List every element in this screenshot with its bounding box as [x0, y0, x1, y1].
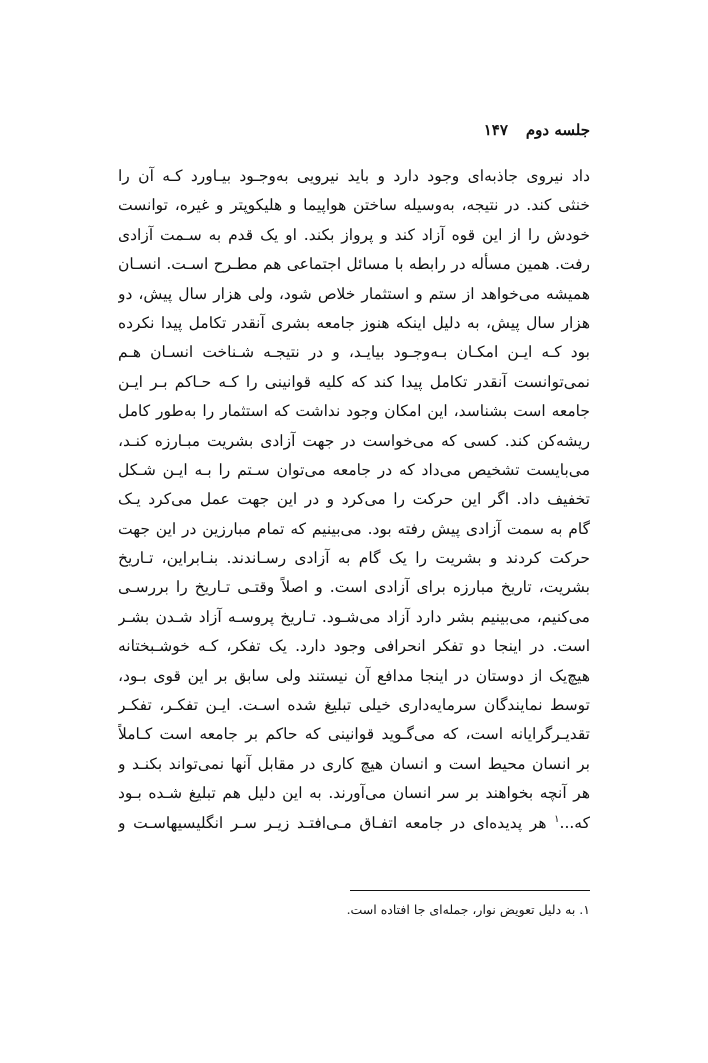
text-line: گام به سمت آزادی پیش رفته بود. می‌بینیم که تمام مبارزین در این جهت [118, 519, 590, 538]
footnote-reference[interactable]: ۱ [554, 813, 560, 825]
text-line-with-footnote [118, 809, 590, 838]
line-remainder: هر پدیده‌ای در جامعه اتفـاق مـی‌افتـد زیـر سـر انگلیسیهاسـت و [118, 813, 547, 832]
text-line: می‌بایست تشخیص می‌داد که در جامعه می‌توان سـتم را بـه ایـن شـکل [118, 460, 590, 479]
text-line: تخفیف داد. اگر این حرکت را می‌کرد و در این جهت عمل می‌کرد یـک [118, 490, 590, 509]
text-line: حرکت کردند و بشریت را یک گام به آزادی رسـاندند. بنـابراین، تـاریخ [118, 549, 590, 568]
text-line: خودش را از این قوه آزاد کند و پرواز بکند. او یک قدم به سـمت آزادی [118, 225, 590, 244]
body-text [118, 162, 590, 838]
text-line: بر انسان محیط است و انسان هیچ کاری در مقابل آنها نمی‌تواند بکنـد و [118, 754, 590, 773]
text-line: می‌کنیم، می‌بینیم بشر دارد آزاد می‌شـود. تـاریخ پروسـه آزاد شـدن بشـر [118, 607, 590, 626]
footnote: ۱. به دلیل تعویض نوار، جمله‌ای جا افتاده است. [346, 902, 590, 917]
text-line: هزار سال پیش، به دلیل اینکه هنوز جامعه بشری آنقدر تکامل پیدا نکرده [118, 313, 590, 332]
text-line: بشریت، تاریخ مبارزه برای آزادی است. و اصلاً وقتـی تـاریخ را بررسـی [118, 578, 590, 597]
text-line: جامعه است بشناسد، این امکان وجود نداشت که استثمار را به‌طور کامل [118, 402, 590, 421]
section-title: جلسه دوم [525, 121, 590, 139]
line-prefix: که... [559, 813, 590, 832]
text-line: ریشه‌کن کند. کسی که می‌خواست در جهت آزادی بشریت مبـارزه کنـد، [118, 431, 590, 450]
text-line: داد نیروی جاذبه‌ای وجود دارد و باید نیرویی به‌وجـود بیـاورد کـه آن را [118, 167, 590, 185]
text-line: رفت. همین مسأله در رابطه با مسائل اجتماعی هم مطـرح اسـت. انسـان [118, 255, 590, 274]
text-line: همیشه می‌خواهد از ستم و استثمار خلاص شود، ولی هزار سال پیش، دو [118, 284, 590, 303]
footnote-divider [350, 890, 590, 891]
text-line: است. در اینجا دو تفکر انحرافی وجود دارد. یک تفکر، کـه خوشـبختانه [118, 637, 590, 656]
text-line: هیچ‌یک از دوستان در اینجا مدافع آن نیستند ولی سابق بر این قوی بـود، [118, 666, 590, 685]
text-line: هر آنچه بخواهند بر سر انسان می‌آورند. به این دلیل هم تبلیغ شـده بـود [118, 784, 590, 803]
text-line: توسط نمایندگان سرمایه‌داری خیلی تبلیغ شده اسـت. ایـن تفکـر، تفکـر [118, 696, 590, 715]
text-line: تقدیـرگرایانه است، که می‌گـوید قوانینی که حاکم بر جامعه است کـاملاً [118, 725, 590, 744]
text-line: نمی‌توانست آنقدر تکامل پیدا کند که کلیه قوانینی را کـه حـاکم بـر ایـن [118, 372, 590, 391]
running-head [118, 121, 590, 143]
text-line: خنثی کند. در نتیجه، به‌وسیله ساختن هواپیما و هلیکوپتر و غیره، توانست [118, 196, 590, 215]
text-line: بود کـه ایـن امکـان بـه‌وجـود بیایـد، و در نتیجـه شـناخت انسـان هـم [118, 343, 590, 362]
page-number: ۱۴۷ [483, 121, 508, 139]
